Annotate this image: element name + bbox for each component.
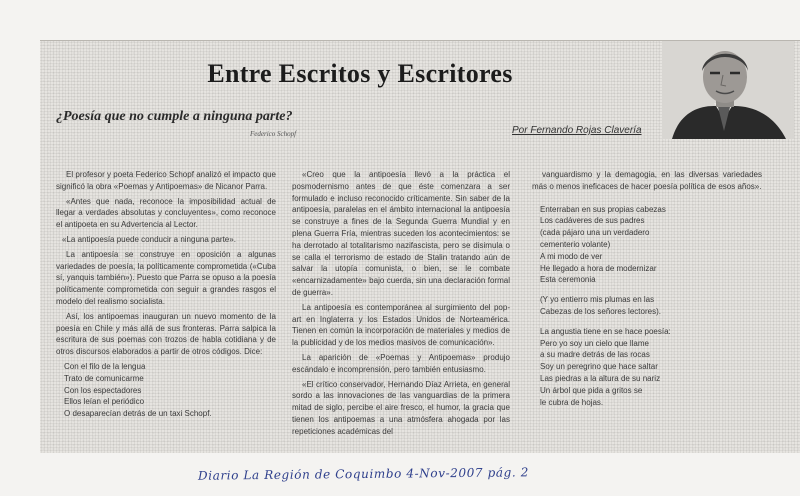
verse-line: He llegado a hora de modernizar <box>540 263 657 273</box>
paragraph: «Creo que la antipoesía llevó a la práctica el posmodernismo antes de que éste comenzara a ser formulado e incluso reconocido críticamente. Sin saber de la antipoesía, paralelas en el ámbito internacional la antipoesía se construye a fines de la Segunda Guerra Mundial y en plena Guerra Fría, mientras suceden los acontecimientos: se ha derrotado al totalitarismo nazifascista, pero se disimula o se calla el terrorismo de estado de Stalin tratando aún de salvar la utopía comunista, o bien, se le combate «encarnizadamente» bajo cuerda, sin una declaración formal de guerra». <box>292 170 510 297</box>
newspaper-clipping <box>40 40 800 453</box>
handwritten-source-note: Diario La Región de Coquimbo 4-Nov-2007 pág. 2 <box>197 465 529 483</box>
author-photo <box>662 41 794 139</box>
verse-line: a su madre detrás de las rocas <box>540 350 650 360</box>
verse-line: Cabezas de los señores lectores). <box>540 306 661 316</box>
verse-line: O desaparecían detrás de un taxi Schopf. <box>64 409 212 419</box>
paragraph: «La antipoesía puede conducir a ninguna parte». <box>62 234 236 244</box>
verse-line: Con los espectadores <box>64 385 142 395</box>
article-column-2 <box>292 169 510 441</box>
verse-line: (Y yo entierro mis plumas en las <box>540 295 655 305</box>
stanza-break <box>532 196 762 204</box>
article-subtitle: ¿Poesía que no cumple a ninguna parte? <box>56 109 293 124</box>
verse-line: Soy un peregrino que hace saltar <box>540 362 658 372</box>
author-portrait-image <box>662 41 794 139</box>
stanza-break <box>532 318 762 326</box>
paragraph: La antipoesía se construye en oposición a algunas variedades de poesía, la políticamente comprometida («Cuba sí, yanquis también»). Puesto que Parra se opuso a la poesía políticamente comprometida con seguir a grandes rasgos el modelo del realismo socialista. <box>56 249 276 306</box>
paragraph: La aparición de «Poemas y Antipoemas» produjo escándalo e incomprensión, pero también entusiasmo. <box>292 352 510 374</box>
paragraph: «El crítico conservador, Hernando Díaz Arrieta, en general sordo a las innovaciones de las vanguardias de la primera mitad de siglo, percibe el aire fresco, el humor, la gracia que tienen los antipoemas a una atmósfera ahogada por las repeticiones académicas del <box>292 379 510 436</box>
verse-line: Los cadáveres de sus padres <box>540 216 645 226</box>
paragraph: El profesor y poeta Federico Schopf analizó el impacto que significó la obra «Poemas y Antipoemas» de Nicanor Parra. <box>56 170 276 191</box>
byline: Por Fernando Rojas Clavería <box>512 125 642 136</box>
verse-line: Esta ceremonia <box>540 275 596 285</box>
verse-line: Un árbol que pida a gritos se <box>540 385 643 395</box>
epigraph-author: Federico Schopf <box>250 130 297 138</box>
article-title: Entre Escritos y Escritores <box>207 59 513 88</box>
paragraph: «Antes que nada, reconoce la imposibilidad actual de llegar a verdades absolutas y concluyentes», como reconoce el antipoeta en su Advertencia al Lector. <box>56 196 276 230</box>
stanza-break <box>532 286 762 294</box>
verse-line: cementerio volante) <box>540 239 611 249</box>
verse-line: Las piedras a la altura de su nariz <box>540 373 661 383</box>
paragraph: vanguardismo y la demagogia, en las diversas variedades más o menos ineficaces de hacer poesía política de esos años». <box>532 170 762 191</box>
paragraph: Así, los antipoemas inauguran un nuevo momento de la poesía en Chile y más allá de sus fronteras. Parra salpica la escritura de sus poemas con trozos de habla cotidiana y de otros discursos elaborados a partir de otros códigos. Dice: <box>56 311 276 357</box>
verse-line: (cada pájaro una un verdadero <box>540 228 650 238</box>
verse-line: La angustia tiene en se hace poesía: <box>540 326 671 336</box>
verse-line: Trato de comunicarme <box>64 373 144 383</box>
verse-line: A mi modo de ver <box>540 251 603 261</box>
verse-line: Pero yo soy un cielo que llame <box>540 338 649 348</box>
verse-line: Enterraban en sus propias cabezas <box>540 204 666 214</box>
article-column-3 <box>532 169 762 408</box>
verse-line: Con el filo de la lengua <box>64 361 146 371</box>
verse-line: le cubra de hojas. <box>540 397 604 407</box>
verse-line: Ellos leían el periódico <box>64 397 145 407</box>
article-column-1 <box>56 169 276 420</box>
paragraph: La antipoesía es contemporánea al surgimiento del pop-art en Inglaterra y los Estados Unidos de Norteamérica. Tienen en común la incorporación de materiales y medios de la publicidad y de los medios masivos de comunicación». <box>292 302 510 348</box>
